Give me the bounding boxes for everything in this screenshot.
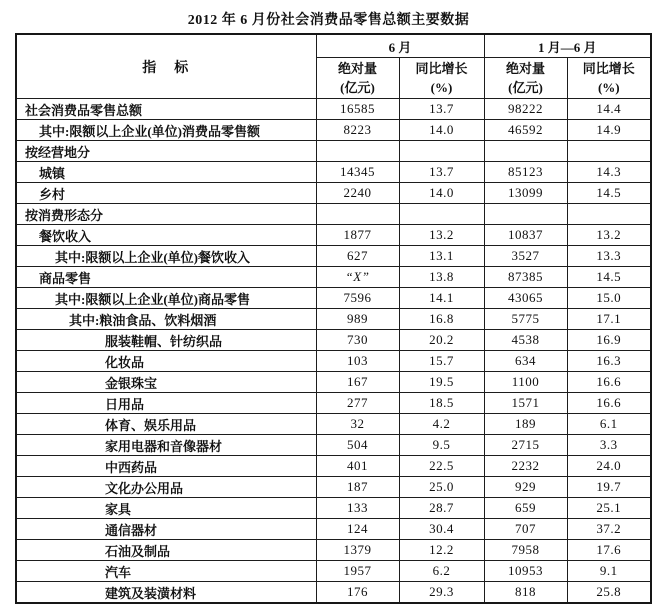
value-cell: 10837 [484,225,567,246]
value-cell: 1571 [484,393,567,414]
column-group-jan-to-june: 1 月—6 月 [484,34,651,58]
value-cell: 16.6 [567,393,651,414]
indicator-cell: 汽车 [16,561,316,582]
indicator-cell: 商品零售 [16,267,316,288]
page-title: 2012 年 6 月份社会消费品零售总额主要数据 [187,13,470,28]
value-cell: 20.2 [399,330,484,351]
table-row [16,141,651,162]
value-cell: 707 [484,519,567,540]
value-cell: 14.5 [567,183,651,204]
value-cell: 929 [484,477,567,498]
value-cell: 22.5 [399,456,484,477]
value-cell: 9.1 [567,561,651,582]
value-cell: 1100 [484,372,567,393]
column-header-jan-june-absolute [484,58,567,99]
header-line: 同比增长 [415,61,468,76]
value-cell: 12.2 [399,540,484,561]
column-group-june: 6 月 [316,34,484,58]
value-cell: 19.5 [399,372,484,393]
value-cell [484,141,567,162]
value-cell: 103 [316,351,399,372]
value-cell: 13.3 [567,246,651,267]
value-cell: 29.3 [399,582,484,604]
value-cell: 5775 [484,309,567,330]
value-cell: 18.5 [399,393,484,414]
indicator-cell: 乡村 [16,183,316,204]
indicator-cell: 其中:粮油食品、饮料烟酒 [16,309,316,330]
value-cell: 634 [484,351,567,372]
value-cell: 3527 [484,246,567,267]
value-cell: 17.1 [567,309,651,330]
table-row [16,330,651,351]
value-cell: 1877 [316,225,399,246]
column-header-june-absolute [316,58,399,99]
value-cell [399,204,484,225]
value-cell [567,141,651,162]
value-cell: 19.7 [567,477,651,498]
value-cell: 1379 [316,540,399,561]
table-row [16,561,651,582]
indicator-cell: 体育、娱乐用品 [16,414,316,435]
table-row [16,456,651,477]
header-unit: (%) [597,80,620,95]
value-cell: 46592 [484,120,567,141]
value-cell: 2240 [316,183,399,204]
value-cell: 25.1 [567,498,651,519]
value-cell: 15.7 [399,351,484,372]
header-unit: (亿元) [340,80,375,95]
table-row [16,372,651,393]
value-cell: 14.9 [567,120,651,141]
value-cell: 627 [316,246,399,267]
value-cell: 13099 [484,183,567,204]
indicator-cell: 按消费形态分 [16,204,316,225]
value-cell: 13.7 [399,99,484,120]
indicator-cell: 其中:限额以上企业(单位)消费品零售额 [16,120,316,141]
value-cell: 37.2 [567,519,651,540]
table-row [16,120,651,141]
value-cell: 32 [316,414,399,435]
indicator-cell: 其中:限额以上企业(单位)商品零售 [16,288,316,309]
table-row [16,267,651,288]
indicator-cell: 通信器材 [16,519,316,540]
column-header-jan-june-growth [567,58,651,99]
value-cell [567,204,651,225]
value-cell: 87385 [484,267,567,288]
value-cell: 6.2 [399,561,484,582]
indicator-cell: 家具 [16,498,316,519]
value-cell: 13.8 [399,267,484,288]
value-cell: 176 [316,582,399,604]
table-row [16,582,651,604]
column-header-june-growth [399,58,484,99]
table-row [16,477,651,498]
value-cell [399,141,484,162]
value-cell: 1957 [316,561,399,582]
indicator-cell: 其中:限额以上企业(单位)餐饮收入 [16,246,316,267]
value-cell: 15.0 [567,288,651,309]
value-cell: “X” [316,267,399,288]
indicator-cell: 社会消费品零售总额 [16,99,316,120]
value-cell: 167 [316,372,399,393]
value-cell: 7958 [484,540,567,561]
value-cell: 28.7 [399,498,484,519]
value-cell: 7596 [316,288,399,309]
table-row [16,540,651,561]
value-cell [316,141,399,162]
retail-sales-table [15,33,652,604]
value-cell: 16585 [316,99,399,120]
value-cell: 98222 [484,99,567,120]
indicator-cell: 中西药品 [16,456,316,477]
value-cell: 30.4 [399,519,484,540]
value-cell: 3.3 [567,435,651,456]
indicator-cell: 按经营地分 [16,141,316,162]
indicator-cell: 家用电器和音像器材 [16,435,316,456]
value-cell: 14.5 [567,267,651,288]
value-cell: 85123 [484,162,567,183]
value-cell: 8223 [316,120,399,141]
value-cell: 504 [316,435,399,456]
value-cell: 14.4 [567,99,651,120]
header-line: 同比增长 [582,61,635,76]
table-row [16,519,651,540]
value-cell: 6.1 [567,414,651,435]
value-cell: 13.2 [567,225,651,246]
value-cell: 13.2 [399,225,484,246]
value-cell: 43065 [484,288,567,309]
value-cell: 14.1 [399,288,484,309]
header-line: 绝对量 [506,61,546,76]
value-cell: 187 [316,477,399,498]
value-cell: 13.1 [399,246,484,267]
indicator-cell: 城镇 [16,162,316,183]
value-cell: 16.3 [567,351,651,372]
value-cell: 659 [484,498,567,519]
table-row [16,498,651,519]
table-row [16,435,651,456]
value-cell: 9.5 [399,435,484,456]
indicator-cell: 建筑及装潢材料 [16,582,316,604]
table-row [16,246,651,267]
table-row [16,204,651,225]
table-row [16,309,651,330]
header-unit: (亿元) [508,80,543,95]
header-unit: (%) [430,80,453,95]
value-cell: 13.7 [399,162,484,183]
value-cell [484,204,567,225]
indicator-cell: 石油及制品 [16,540,316,561]
table-row [16,162,651,183]
value-cell: 818 [484,582,567,604]
value-cell: 16.8 [399,309,484,330]
value-cell: 2232 [484,456,567,477]
value-cell: 24.0 [567,456,651,477]
value-cell: 14.0 [399,120,484,141]
indicator-cell: 金银珠宝 [16,372,316,393]
table-row [16,183,651,204]
header-row-groups [16,34,651,58]
value-cell: 14.0 [399,183,484,204]
value-cell: 14.3 [567,162,651,183]
value-cell: 189 [484,414,567,435]
table-row [16,288,651,309]
value-cell: 124 [316,519,399,540]
value-cell: 730 [316,330,399,351]
value-cell: 2715 [484,435,567,456]
table-row [16,99,651,120]
indicator-cell: 文化办公用品 [16,477,316,498]
value-cell: 16.6 [567,372,651,393]
value-cell: 25.8 [567,582,651,604]
value-cell: 4538 [484,330,567,351]
value-cell [316,204,399,225]
value-cell: 989 [316,309,399,330]
indicator-cell: 服装鞋帽、针纺织品 [16,330,316,351]
indicator-cell: 化妆品 [16,351,316,372]
value-cell: 277 [316,393,399,414]
value-cell: 133 [316,498,399,519]
indicator-cell: 日用品 [16,393,316,414]
table-row [16,351,651,372]
table-row [16,225,651,246]
value-cell: 14345 [316,162,399,183]
indicator-cell: 餐饮收入 [16,225,316,246]
header-line: 绝对量 [337,61,377,76]
table-row [16,414,651,435]
value-cell: 10953 [484,561,567,582]
value-cell: 4.2 [399,414,484,435]
value-cell: 16.9 [567,330,651,351]
value-cell: 401 [316,456,399,477]
table-row [16,393,651,414]
column-header-indicator: 指 标 [16,34,316,99]
value-cell: 25.0 [399,477,484,498]
value-cell: 17.6 [567,540,651,561]
